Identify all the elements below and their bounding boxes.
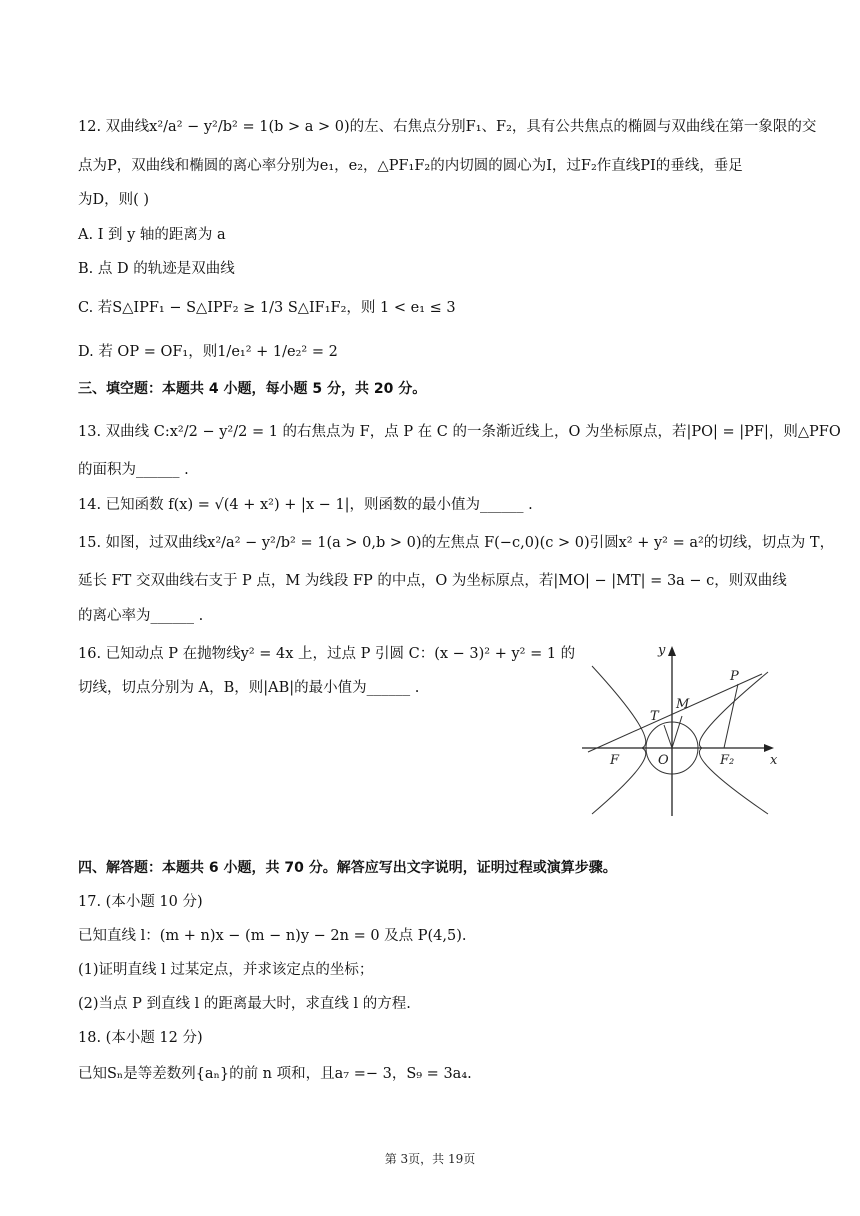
label-m: M xyxy=(676,697,690,712)
x-axis-arrow xyxy=(764,744,774,752)
q15-line-3: 的离心率为______ . xyxy=(78,608,204,624)
q14-line: 14. 已知函数 f(x) = √(4 + x²) + |x − 1|，则函数的最小值为______ . xyxy=(78,497,533,513)
q17-part-1: (1)证明直线 l 过某定点，并求该定点的坐标； xyxy=(78,962,374,978)
segment-pf2 xyxy=(724,684,738,748)
q12-option-c: C. 若S△IPF₁ − S△IPF₂ ≥ 1/3 S△IF₁F₂，则 1 < e₁ ≤ 3 xyxy=(78,300,456,316)
q13-line-2: 的面积为______ . xyxy=(78,462,189,478)
q12-option-d: D. 若 OP = OF₁，则1/e₁² + 1/e₂² = 2 xyxy=(78,344,338,360)
hyperbola-figure xyxy=(578,636,788,818)
q17-header: 17. (本小题 10 分) xyxy=(78,894,203,910)
q12-line-2: 点为P，双曲线和椭圆的离心率分别为e₁，e₂，△PF₁F₂的内切圆的圆心为I，过F₂作直线PI的垂线，垂足 xyxy=(78,158,743,174)
segment-ot xyxy=(664,725,672,748)
label-o: O xyxy=(658,753,669,768)
label-f: F xyxy=(610,753,620,768)
label-t: T xyxy=(650,709,659,724)
q16-line-2: 切线，切点分别为 A，B，则|AB|的最小值为______ . xyxy=(78,680,420,696)
q18-stem: 已知Sₙ是等差数列{aₙ}的前 n 项和，且a₇ =− 3，S₉ = 3a₄. xyxy=(78,1066,472,1082)
q12-line-1: 12. 双曲线x²/a² − y²/b² = 1(b > a > 0)的左、右焦点分别F₁、F₂，具有公共焦点的椭圆与双曲线在第一象限的交 xyxy=(78,119,817,135)
label-y: y xyxy=(658,643,666,658)
tangent-line xyxy=(588,674,762,752)
q12-option-a: A. I 到 y 轴的距离为 a xyxy=(78,227,226,243)
q16-line-1: 16. 已知动点 P 在抛物线y² = 4x 上，过点 P 引圆 C：(x − 3)² + y² = 1 的 xyxy=(78,646,576,662)
segment-om xyxy=(672,716,682,748)
label-p: P xyxy=(730,669,739,684)
label-x: x xyxy=(770,753,778,768)
q12-option-b: B. 点 D 的轨迹是双曲线 xyxy=(78,261,235,277)
q17-part-2: (2)当点 P 到直线 l 的距离最大时，求直线 l 的方程. xyxy=(78,996,411,1012)
q15-line-2: 延长 FT 交双曲线右支于 P 点，M 为线段 FP 的中点，O 为坐标原点，若|MO| − |MT| = 3a − c，则双曲线 xyxy=(78,573,787,589)
q15-line-1: 15. 如图，过双曲线x²/a² − y²/b² = 1(a > 0,b > 0)的左焦点 F(−c,0)(c > 0)引圆x² + y² = a²的切线，切点为 T， xyxy=(78,535,835,551)
q18-header: 18. (本小题 12 分) xyxy=(78,1030,203,1046)
q13-line-1: 13. 双曲线 C:x²/2 − y²/2 = 1 的右焦点为 F，点 P 在 C 的一条渐近线上，O 为坐标原点，若|PO| = |PF|，则△PFO xyxy=(78,424,841,440)
hyperbola-left-branch xyxy=(592,666,646,814)
page-footer: 第 3页，共 19页 xyxy=(384,1152,476,1166)
y-axis-arrow xyxy=(668,646,676,656)
section-4-heading: 四、解答题：本题共 6 小题，共 70 分。解答应写出文字说明，证明过程或演算步骤。 xyxy=(78,860,617,876)
q12-line-3: 为D，则( ) xyxy=(78,192,150,208)
label-f2: F₂ xyxy=(720,753,735,768)
section-3-heading: 三、填空题：本题共 4 小题，每小题 5 分，共 20 分。 xyxy=(78,381,427,397)
q17-stem: 已知直线 l：(m + n)x − (m − n)y − 2n = 0 及点 P(4,5). xyxy=(78,928,467,944)
hyperbola-right-branch xyxy=(699,672,768,814)
